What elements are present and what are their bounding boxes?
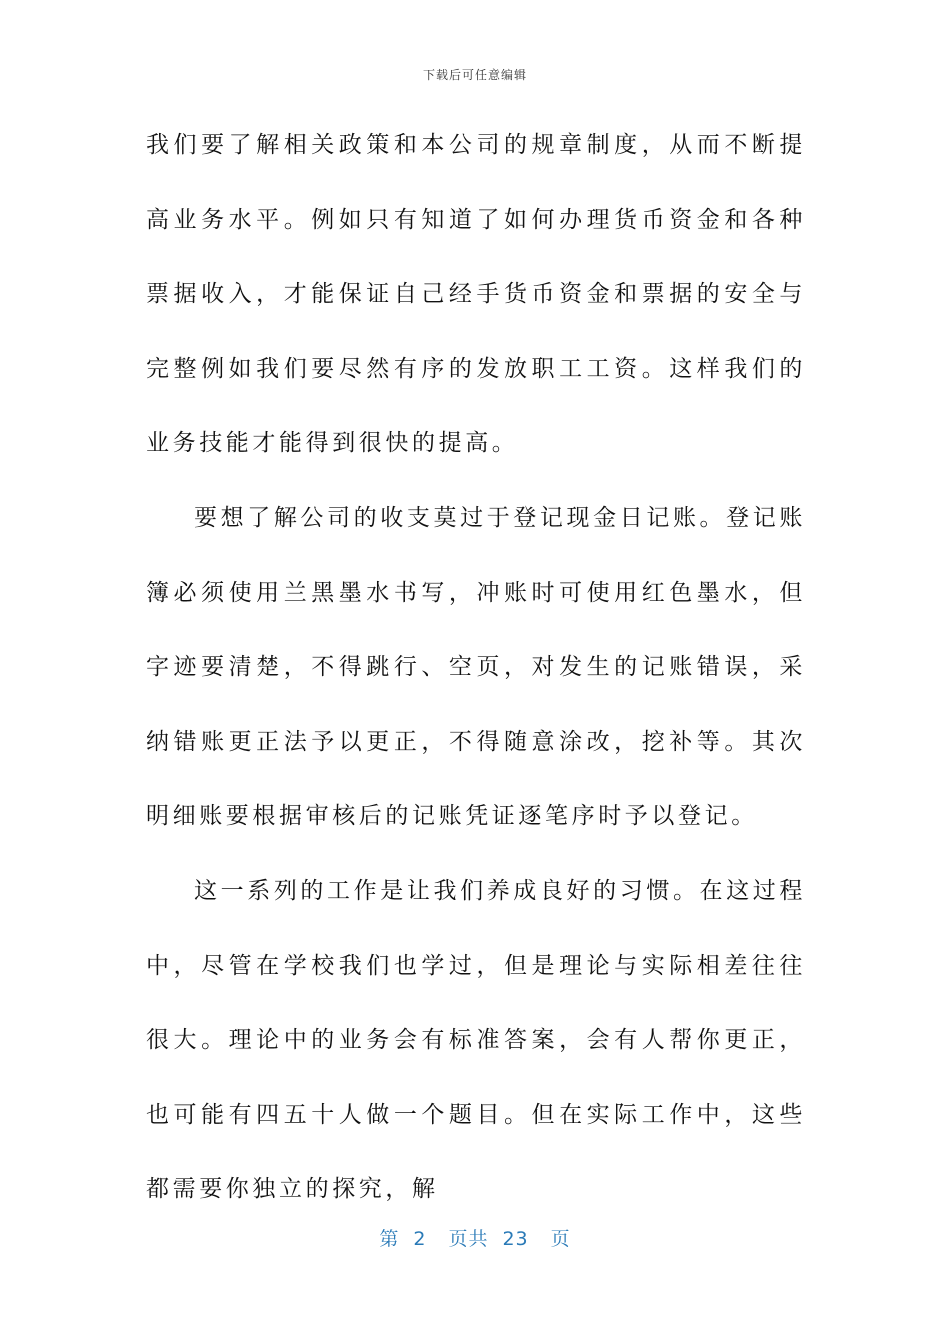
page-header: [0, 66, 950, 83]
paragraph-3: 这一系列的工作是让我们养成良好的习惯。在这过程中，尽管在学校我们也学过，但是理论与实际相差往往很大。理论中的业务会有标准答案，会有人帮你更正，也可能有四五十人做一个题目。但在实际工作中，这些都需要你独立的探究，解: [146, 877, 806, 1203]
paragraph-2: 要想了解公司的收支莫过于登记现金日记账。登记账簿必须使用兰黑墨水书写，冲账时可使用红色墨水，但字迹要清楚，不得跳行、空页，对发生的记账错误，采纳错账更正法予以更正，不得随意涂改，挖补等。其次明细账要根据审核后的记账凭证逐笔序时予以登记。: [146, 504, 806, 830]
footer-prefix: 第: [379, 1228, 400, 1250]
header-text: 下载后可任意编辑: [422, 68, 527, 82]
footer-middle: 页共: [448, 1228, 489, 1250]
footer-suffix: 页: [550, 1228, 571, 1250]
paragraph-1: 我们要了解相关政策和本公司的规章制度，从而不断提高业务水平。例如只有知道了如何办理货币资金和各种票据收入，才能保证自己经手货币资金和票据的安全与完整例如我们要尽然有序的发放职工工资。这样我们的业务技能才能得到很快的提高。: [146, 132, 806, 457]
document-body: [146, 108, 806, 1227]
footer-current-page: 2: [413, 1228, 427, 1250]
footer-total-pages: 23: [502, 1228, 529, 1250]
page-footer: [0, 1224, 950, 1251]
